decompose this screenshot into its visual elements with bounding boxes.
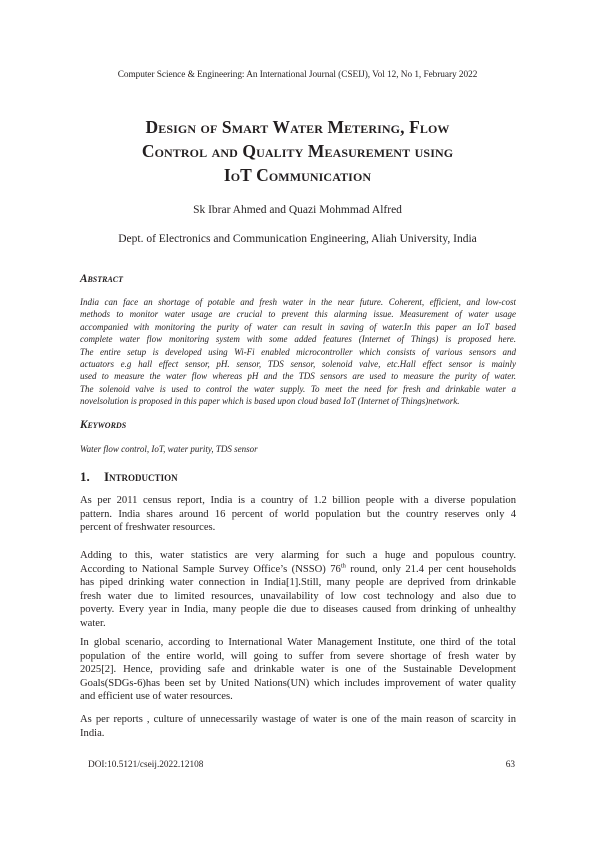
paragraph-line: Goals(SDGs-6)has been set by United Nations(UN) which includes improvement of water quality [80,677,516,689]
doi: DOI:10.5121/cseij.2022.12108 [88,760,204,770]
running-header: Computer Science & Engineering: An International Journal (CSEIJ), Vol 12, No 1, February 2022 [117,70,478,80]
keywords-heading: Keywords [80,419,127,431]
paragraph-line: pattern. India shares around 16 percent of world population but the country reserves only 4 [80,508,516,520]
paragraph-line: poverty. Every year in India, many people die due to diseases caused from drinking of unhealthy [80,604,516,616]
line-text: round, only 21.4 per cent households [345,563,516,575]
page-number: 63 [505,760,515,770]
ordinal-superscript: th [340,562,346,570]
section-number: 1. [80,469,90,484]
abstract-line: used to measure the water flow whereas pH and the TDS sensors are used to measure the purity of water. [80,371,516,382]
intro-paragraph-4 [80,713,516,740]
abstract-heading: Abstract [80,273,124,285]
paragraph-line: has piped drinking water connection in India[1].Still, many people are deprived from drinkable [80,577,516,589]
paragraph-line: Adding to this, water statistics are very alarming for such a huge and populous country. [80,550,516,561]
introduction-heading [80,469,178,485]
paragraph-line: As per 2011 census report, India is a country of 1.2 billion people with a diverse population [80,495,516,506]
paragraph-line: and efficient use of water resources. [80,691,233,703]
abstract-line: The solenoid valve is used to control the water supply. To meet the need for fresh and drinkable water a [80,383,516,394]
intro-paragraph-1 [80,494,516,535]
paragraph-line: As per reports , culture of unnecessarily wastage of water is one of the main reason of scarcity in [80,714,516,725]
abstract-body [80,296,516,408]
paragraph-line: percent of freshwater resources. [80,522,216,534]
abstract-line: India can face an shortage of potable and fresh water in the near future. Coherent, efficient, and low-cost [80,297,516,307]
authors: Sk Ibrar Ahmed and Quazi Mohmmad Alfred [193,204,402,216]
title-line: Design of Smart Water Metering, Flow [145,117,450,137]
paper-title [60,115,535,187]
paragraph-line: India. [80,727,105,739]
section-title: Introduction [104,469,178,484]
paragraph-line: water. [80,617,106,629]
paragraph-line: 2025[2]. Hence, providing safe and drinkable water is one of the Sustainable Development [80,664,516,676]
affiliation: Dept. of Electronics and Communication Engineering, Aliah University, India [118,233,477,245]
abstract-line: novelsolution is proposed in this paper which is based upon cloud based IoT (Internet of Things)network. [80,396,460,407]
title-line: IoT Communication [223,165,372,185]
paragraph-line [80,563,516,577]
intro-paragraph-3 [80,636,516,704]
abstract-line: actuators e.g hall effect sensor, pH. sensor, TDS sensor, solenoid valve, etc.Hall effect sensor is mainly [80,358,516,369]
abstract-line: methods to monitor water usage are crucial to prevent this alarming issue. Measurement of water usage [80,309,516,320]
paragraph-line: fresh water due to limited resources, unavailability of low cost technology and also due to [80,590,516,602]
paragraph-line: population of the entire world, will going to suffer from severe shortage of fresh water by [80,650,516,662]
keywords-list: Water flow control, IoT, water purity, TDS sensor [80,444,258,454]
paragraph-line: In global scenario, according to International Water Management Institute, one third of the total [80,637,516,648]
line-text: According to National Sample Survey Office’s (NSSO) 76 [80,563,341,575]
abstract-line: complete water flow monitoring system with some added features (Internet of Things) is proposed here. [80,334,516,345]
abstract-line: The entire setup is developed using Wi-Fi enabled microcontroller which consists of various sensors and [80,346,516,357]
abstract-line: accompanied with monitoring the purity of water can result in saving of water.In this paper an IoT based [80,321,516,332]
intro-paragraph-2 [80,549,516,631]
title-line: Control and Quality Measurement using [141,141,454,161]
